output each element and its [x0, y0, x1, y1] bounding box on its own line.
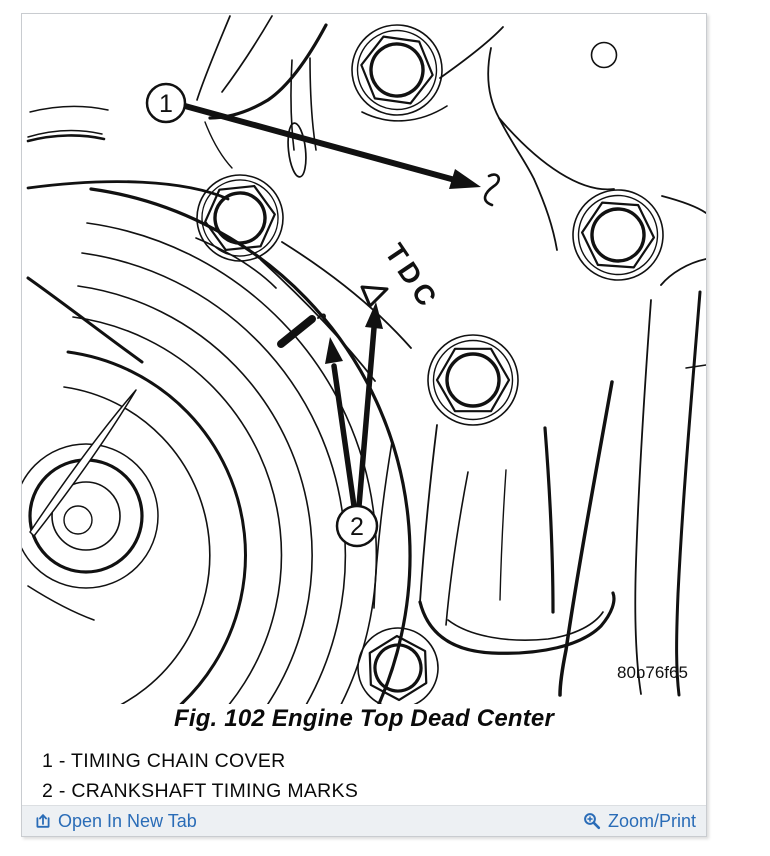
legend-item-1: 1 - TIMING CHAIN COVER — [42, 750, 286, 772]
callout-2-bubble — [337, 506, 377, 546]
image-toolbar — [22, 805, 706, 836]
open-in-new-tab-label: Open In New Tab — [58, 810, 197, 831]
cover-bolt-top — [346, 19, 448, 121]
figure-caption: Fig. 102 Engine Top Dead Center — [173, 705, 555, 732]
crank-notch-mark — [281, 314, 325, 344]
legend-item-2: 2 - CRANKSHAFT TIMING MARKS — [42, 780, 359, 802]
callout-1-arrow — [185, 106, 499, 205]
cover-bolt-right — [570, 187, 666, 283]
s-cast-mark — [485, 175, 499, 205]
figure-code: 80b76f65 — [617, 663, 688, 682]
magnifier-plus-icon — [583, 812, 601, 830]
svg-text:1: 1 — [159, 90, 173, 118]
crank-pulley-grooves — [28, 106, 410, 704]
cover-bolt-center — [428, 335, 518, 425]
engine-tdc-diagram — [22, 14, 706, 704]
figure-frame — [21, 13, 707, 837]
open-in-new-tab-icon — [35, 813, 51, 829]
svg-text:2: 2 — [350, 513, 364, 541]
callout-1-bubble — [147, 84, 185, 122]
cover-bolt-left — [193, 171, 288, 266]
zoom-print-label: Zoom/Print — [607, 810, 696, 831]
tdc-label: TDC — [379, 238, 446, 316]
zoom-print-link[interactable] — [583, 811, 696, 832]
inspection-hole — [592, 43, 617, 68]
open-in-new-tab-link[interactable] — [35, 811, 197, 832]
crank-pulley-hub — [22, 390, 158, 588]
